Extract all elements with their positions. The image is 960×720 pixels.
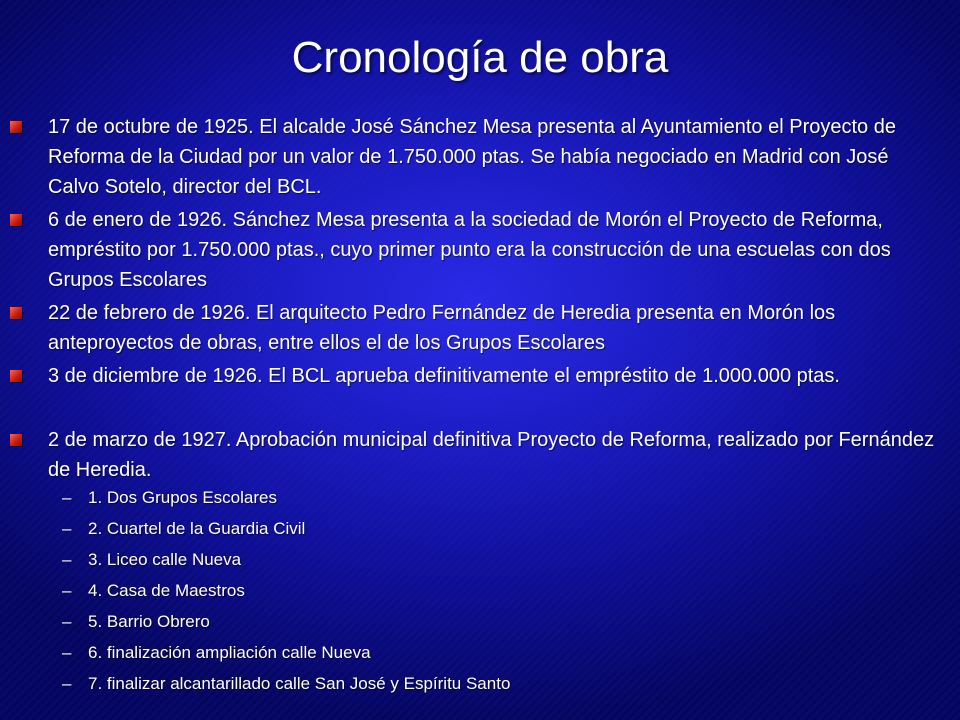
sub-item-label: 3. Liceo calle Nueva	[88, 550, 242, 569]
dash-glyph: –	[62, 612, 72, 631]
slide-content	[0, 112, 960, 720]
dash-glyph: –	[62, 550, 72, 569]
sub-item-label: 7. finalizar alcantarillado calle San José y Espíritu Santo	[88, 674, 511, 693]
dash-glyph: –	[62, 643, 72, 662]
bullet-marker-1	[10, 121, 22, 133]
slide-title: Cronología de obra	[291, 33, 669, 82]
sub-item-1	[62, 487, 922, 509]
bullet-marker-2	[10, 214, 22, 226]
sub-item-2	[62, 518, 922, 540]
bullet-marker-4	[10, 370, 22, 382]
sub-item-label: 2. Cuartel de la Guardia Civil	[88, 519, 306, 538]
sub-item-label: 5. Barrio Obrero	[88, 612, 210, 631]
timeline-item-1926-02-22: 22 de febrero de 1926. El arquitecto Pedro Fernández de Heredia presenta en Morón los anteproyectos de obras, entre ellos el de los Grupos Escolares	[48, 302, 836, 354]
dash-glyph: –	[62, 674, 72, 693]
dash-glyph: –	[62, 488, 72, 507]
dash-glyph: –	[62, 581, 72, 600]
dash-glyph: –	[62, 519, 72, 538]
timeline-item-1925-10-17: 17 de octubre de 1925. El alcalde José Sánchez Mesa presenta al Ayuntamiento el Proyecto de Reforma de la Ciudad por un valor de 1.750.000 ptas. Se había negociado en Madrid con José Calvo Sotelo, director del BCL.	[48, 116, 896, 198]
timeline-item-1926-01-06: 6 de enero de 1926. Sánchez Mesa presenta a la sociedad de Morón el Proyecto de Reforma, empréstito por 1.750.000 ptas., cuyo primer punto era la construcción de una escuelas con dos Grupos Escolares	[48, 209, 891, 291]
bullet-marker-5	[10, 434, 22, 446]
sub-item-label: 1. Dos Grupos Escolares	[88, 488, 277, 507]
bullet-marker-3	[10, 307, 22, 319]
sub-item-4	[62, 580, 922, 602]
sub-item-3	[62, 549, 922, 571]
timeline-item-1926-12-03: 3 de diciembre de 1926. El BCL aprueba definitivamente el empréstito de 1.000.000 ptas.	[48, 365, 840, 387]
sub-item-7	[62, 673, 922, 695]
sub-item-6	[62, 642, 922, 664]
sub-item-label: 6. finalización ampliación calle Nueva	[88, 643, 371, 662]
sub-item-label: 4. Casa de Maestros	[88, 581, 245, 600]
sub-item-5	[62, 611, 922, 633]
timeline-item-1927-03-02: 2 de marzo de 1927. Aprobación municipal definitiva Proyecto de Reforma, realizado por Fernández de Heredia.	[48, 429, 935, 481]
